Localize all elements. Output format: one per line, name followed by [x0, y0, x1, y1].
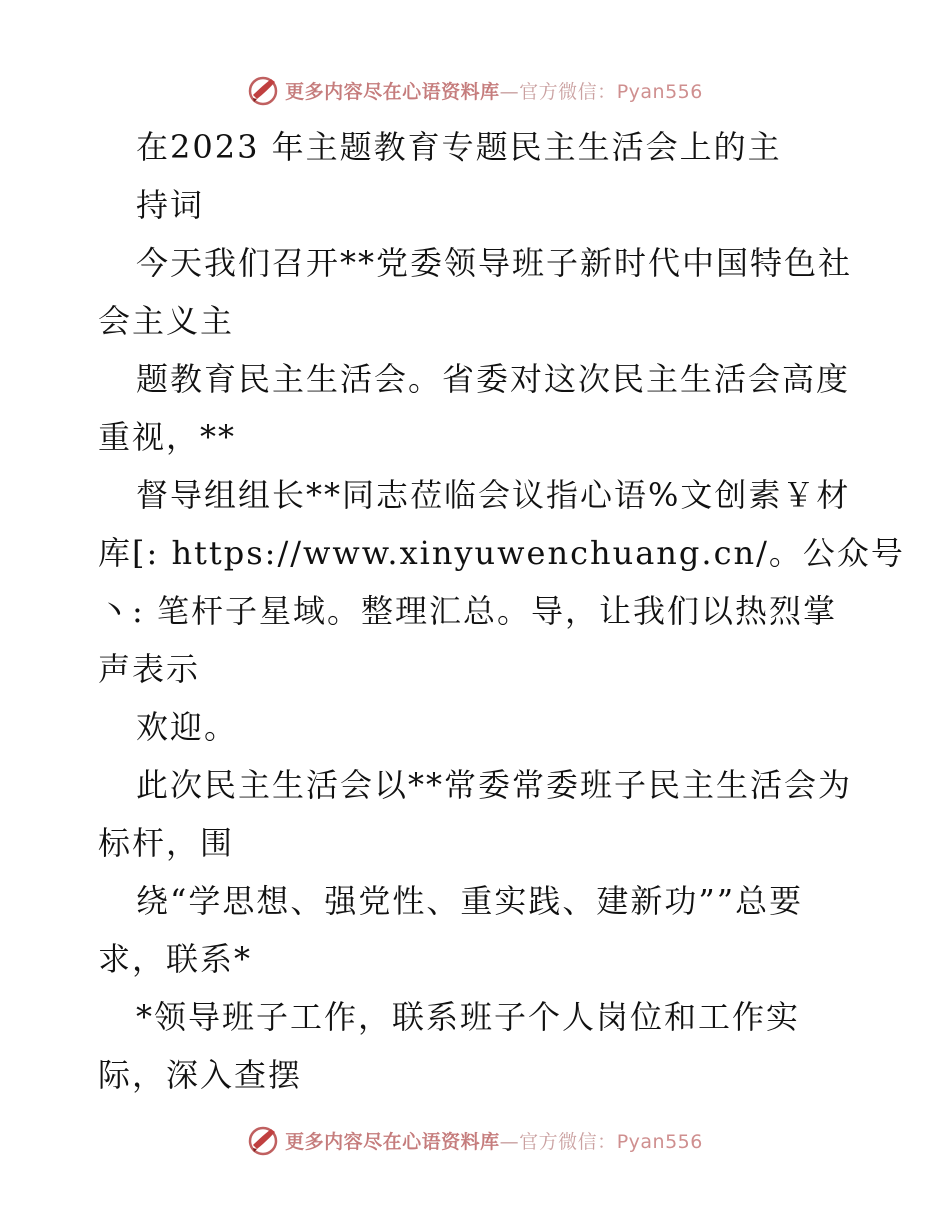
text-line: 督导组组长**同志莅临会议指心语%文创素￥材 — [136, 476, 851, 514]
banner-separator: — — [499, 1130, 520, 1153]
banner-wechat-id: Pyan556 — [616, 1130, 703, 1153]
text-line: 此次民主生活会以**常委常委班子民主生活会为 — [136, 766, 853, 804]
document-body — [98, 118, 905, 1104]
text-line: 今天我们召开**党委领导班子新时代中国特色社 — [136, 244, 853, 282]
text-line: 会主义主 — [98, 302, 235, 340]
banner-wechat-id: Pyan556 — [616, 80, 703, 103]
text-line: 际，深入查摆 — [98, 1056, 303, 1094]
banner-wechat-label: 官方微信： — [519, 1130, 617, 1153]
banner-text — [285, 1127, 703, 1154]
banner-brand: 更多内容尽在心语资料库 — [285, 80, 500, 103]
text-line: *领导班子工作，联系班子个人岗位和工作实 — [136, 998, 801, 1036]
text-line: 在2023 年主题教育专题民主生活会上的主 — [136, 128, 782, 166]
pen-logo-icon — [247, 73, 281, 107]
text-line: 持词 — [136, 186, 205, 224]
text-line: 欢迎。 — [136, 708, 239, 746]
text-line: 声表示 — [98, 650, 201, 688]
text-line: 求，联系* — [98, 940, 253, 978]
text-line: 丶: 笔杆子星域。整理汇总。导，让我们以热烈掌 — [98, 592, 837, 630]
pen-logo-icon — [247, 1123, 281, 1157]
text-line: 重视，** — [98, 418, 237, 456]
text-line: 标杆，围 — [98, 824, 235, 862]
text-line: 题教育民主生活会。省委对这次民主生活会高度 — [136, 360, 851, 398]
banner-text — [285, 77, 703, 104]
text-line: 绕“学思想、强党性、重实践、建新功””总要 — [136, 882, 804, 920]
banner-separator: — — [499, 80, 520, 103]
banner-wechat-label: 官方微信： — [519, 80, 617, 103]
banner-brand: 更多内容尽在心语资料库 — [285, 1130, 500, 1153]
footer-banner — [0, 1120, 950, 1160]
header-banner — [0, 70, 950, 110]
text-line: 库[: https://www.xinyuwenchuang.cn/。公众号 — [98, 534, 905, 572]
